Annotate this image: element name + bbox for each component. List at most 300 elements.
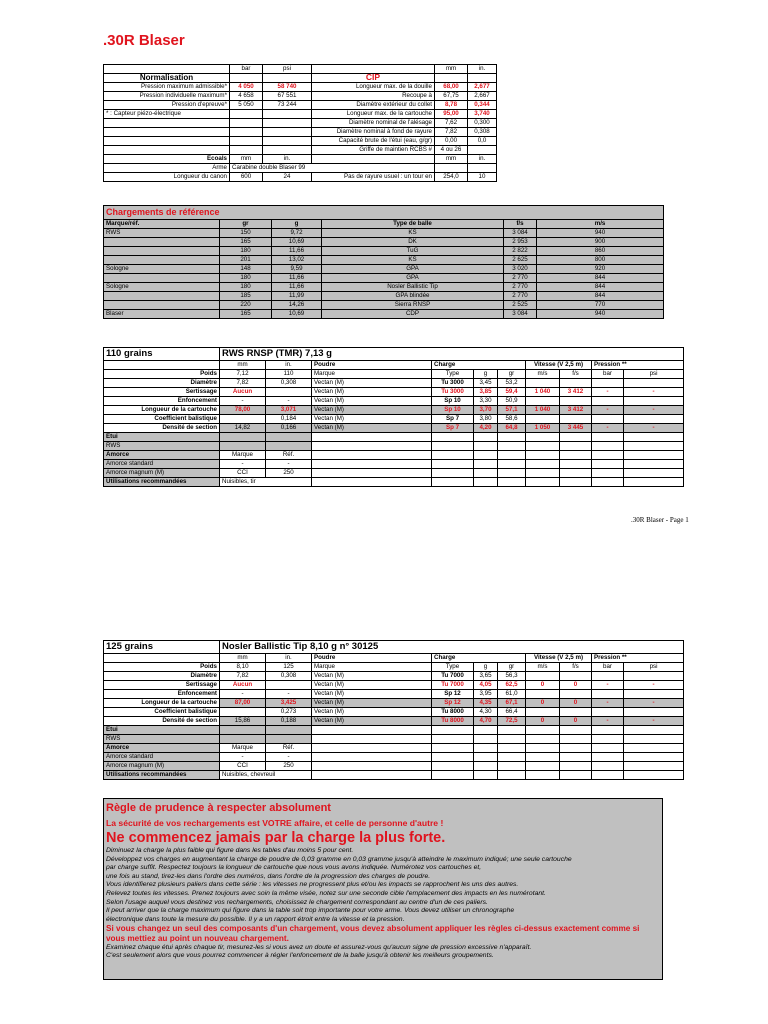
safety-paragraph-line: Examinez chaque étui après chaque tir, mesurez-les si vous avez un doute et assurez-vous qu'aucun signe de pression excessive n'apparaît. [106,943,532,951]
table-cell: psi [624,663,684,672]
table-cell [266,681,312,690]
table-cell: Etui [104,433,220,442]
table-cell: 53,2 [498,379,526,388]
reference-loads-heading: Chargements de référence [104,206,664,220]
table-cell: - [220,690,266,699]
table-cell: 5 050 [230,101,263,110]
table-cell [432,478,474,487]
table-cell [474,753,498,762]
table-cell: Amorce standard [104,753,220,762]
table-cell: 7,12 [220,370,266,379]
table-cell [624,672,684,681]
table-cell: Diamètre extérieur du collet [312,101,435,110]
table-cell: g [474,663,498,672]
table-cell [220,735,266,744]
table-cell [432,433,474,442]
table-cell: - [624,424,684,433]
table-cell [220,415,266,424]
table-cell: - [220,460,266,469]
table-row [104,238,664,247]
table-cell [432,451,474,460]
table-cell [498,478,526,487]
table-cell [592,762,624,771]
table-cell [432,735,474,744]
table-cell: 250 [266,762,312,771]
table-cell: Marque [312,663,432,672]
table-cell [474,478,498,487]
table-cell: Densité de section [104,717,220,726]
table-cell [230,146,263,155]
table-cell [560,442,592,451]
table-cell: Diamètre nominal de l'alésage [312,119,435,128]
table-row [104,164,497,173]
table-cell: 15,86 [220,717,266,726]
table-cell: * : Capteur piézo-électrique [104,110,230,119]
safety-paragraph-line: Selon l'usage auquel vous destinez vos rechargements, choisissez le chargement correspondant au centre d'un de ces paliers. [106,898,488,906]
table-cell: Réf. [266,451,312,460]
table-cell: 95,00 [435,110,468,119]
grains-label: 110 grains [104,348,220,361]
table-row [104,348,684,361]
table-cell [624,379,684,388]
table-cell: - [592,424,624,433]
table-cell [526,442,560,451]
table-cell [220,442,266,451]
table-cell: mm [230,155,263,164]
table-cell: Pas de rayure usuel : un tour en [312,173,435,182]
table-cell [624,478,684,487]
table-cell [498,442,526,451]
table-cell: 4,05 [474,681,498,690]
table-cell: 59,4 [498,388,526,397]
cip-heading: CIP [312,74,435,83]
table-cell: CCI [220,762,266,771]
table-cell [592,379,624,388]
table-cell: 844 [537,283,664,292]
table-cell: Nuisibles, chevreuil [220,771,312,780]
table-cell: 7,82 [220,379,266,388]
table-cell: 0 [526,699,560,708]
safety-paragraphs-2 [106,944,660,961]
table-cell: Tu 7000 [432,672,474,681]
table-cell [104,238,220,247]
table-cell: Sologne [104,265,220,274]
table-cell [266,735,312,744]
table-cell: 10,69 [272,238,322,247]
safety-paragraph-line: par charge suffit. Respectez toujours la longueur de cartouche que nous vous avons indiquée. Numérotez vos cartouches et, [106,864,482,872]
table-cell: 0,308 [266,379,312,388]
table-cell: 180 [220,247,272,256]
table-cell: - [266,690,312,699]
table-cell: 4,30 [474,708,498,717]
table-cell [104,256,220,265]
table-cell [560,478,592,487]
table-cell: mm [220,654,266,663]
table-cell: Vectan (M) [312,388,432,397]
table-row [104,397,684,406]
table-cell: Marque [220,744,266,753]
table-cell: Amorce [104,451,220,460]
table-cell [263,74,312,83]
table-row [104,442,684,451]
table-cell [592,451,624,460]
table-cell: 4 050 [230,83,263,92]
table-cell [432,460,474,469]
table-row [104,128,497,137]
table-cell [474,469,498,478]
table-cell: Amorce magnum (M) [104,762,220,771]
table-cell: 64,8 [498,424,526,433]
table-cell: Amorce magnum (M) [104,469,220,478]
table-cell [560,726,592,735]
table-cell [526,690,560,699]
table-cell: 600 [230,173,263,182]
table-cell: 0 [560,699,592,708]
table-row [104,146,497,155]
table-cell [435,164,468,173]
table-cell [624,771,684,780]
table-cell [312,478,432,487]
table-cell [230,128,263,137]
table-cell: Vectan (M) [312,406,432,415]
table-cell [312,753,432,762]
table-cell: 2 770 [504,274,537,283]
table-cell [560,672,592,681]
table-cell [592,433,624,442]
table-cell: Sertissage [104,388,220,397]
table-cell [230,137,263,146]
table-cell: RWS [104,442,220,451]
table-cell [526,379,560,388]
table-cell: 165 [220,310,272,319]
table-cell: 11,66 [272,274,322,283]
table-cell [526,753,560,762]
table-cell: Densité de section [104,424,220,433]
table-cell: 2 822 [504,247,537,256]
table-cell: - [624,388,684,397]
table-row [104,137,497,146]
table-cell: 11,66 [272,247,322,256]
table-cell [104,274,220,283]
table-cell: 1 040 [526,406,560,415]
table-cell: Sertissage [104,681,220,690]
table-cell [498,771,526,780]
table-cell: - [592,699,624,708]
table-cell [526,460,560,469]
table-cell: Type [432,370,474,379]
table-cell: Poudre [312,654,432,663]
table-cell [526,415,560,424]
table-cell: 10,69 [272,310,322,319]
table-cell: 9,72 [272,229,322,238]
table-row [104,65,497,74]
table-cell: Vectan (M) [312,415,432,424]
table-cell: DK [322,238,504,247]
table-cell: Longueur max. de la cartouche [312,110,435,119]
table-cell: Diamètre [104,379,220,388]
table-cell: 67,1 [498,699,526,708]
table-cell: Poids [104,370,220,379]
table-cell: 250 [266,469,312,478]
table-cell [498,451,526,460]
table-cell: 67,75 [435,92,468,101]
table-cell [312,771,432,780]
table-cell: 10 [468,173,497,182]
table-cell [624,735,684,744]
table-cell: - [624,406,684,415]
table-cell: Ecoals [104,155,230,164]
safety-paragraph-line: Diminuez la charge la plus faible qui figure dans les tables d'au moins 5 pour cent. [106,847,354,854]
table-cell [498,762,526,771]
table-row [104,415,684,424]
table-cell [526,762,560,771]
table-cell: 860 [537,247,664,256]
table-cell [526,735,560,744]
table-cell: 2 525 [504,301,537,310]
table-cell: in. [266,654,312,663]
table-cell [526,771,560,780]
table-cell: - [266,397,312,406]
normalisation-heading: Normalisation [104,74,230,83]
table-cell [592,735,624,744]
bullet-name: Nosler Ballistic Tip 8,10 g n° 30125 [220,641,684,654]
table-cell [474,726,498,735]
table-cell: 220 [220,301,272,310]
table-cell: - [624,717,684,726]
table-cell: - [624,699,684,708]
table-cell: - [266,753,312,762]
table-cell: 11,99 [272,292,322,301]
safety-paragraph-line: Vous identifierez plusieurs paliers dans cette série : les vitesses ne progressent plus et/ou les impacts se rapprochent les uns des autres. [106,881,519,889]
table-cell: Tu 3000 [432,388,474,397]
table-cell: Vectan (M) [312,708,432,717]
table-cell [432,469,474,478]
table-cell [474,744,498,753]
table-cell: 7,82 [220,672,266,681]
table-cell: - [592,406,624,415]
table-cell: Tu 7000 [432,681,474,690]
table-cell [104,119,230,128]
table-cell [432,442,474,451]
table-cell: GPA [322,274,504,283]
normalisation-table [103,64,497,182]
table-cell: Vitesse (V 2,5 m) [526,361,592,370]
table-cell: 8,78 [435,101,468,110]
table-cell [104,128,230,137]
table-cell [474,735,498,744]
table-cell: 8,10 [220,663,266,672]
table-cell [560,397,592,406]
table-cell [104,247,220,256]
table-cell: 3 084 [504,310,537,319]
table-cell [624,469,684,478]
table-cell: Diamètre [104,672,220,681]
table-cell: in. [468,65,497,74]
table-row [104,708,684,717]
page-title: .30R Blaser [103,32,185,49]
safety-paragraph-line: Développez vos charges en augmentant la charge de poudre de 0,03 gramme en 0,03 gramme jusqu'à atteindre le maximum indiqué; une seule cartouche [106,855,572,863]
table-cell [498,460,526,469]
table-cell [474,442,498,451]
table-cell: 14,26 [272,301,322,310]
table-cell: bar [592,663,624,672]
table-cell [312,65,435,74]
table-cell: psi [624,370,684,379]
table-row [104,119,497,128]
table-cell: 844 [537,274,664,283]
table-cell [560,460,592,469]
table-cell: 844 [537,292,664,301]
table-cell: Enfoncement [104,690,220,699]
table-cell [592,442,624,451]
table-cell: mm [435,155,468,164]
table-cell [432,771,474,780]
table-cell: Marque [312,370,432,379]
table-cell: 3,70 [474,406,498,415]
table-cell: Vectan (M) [312,424,432,433]
table-cell [263,128,312,137]
table-cell [432,726,474,735]
table-cell: 3,80 [474,415,498,424]
table-cell [526,451,560,460]
table-cell: 3 084 [504,229,537,238]
table-cell: Pression ** [592,654,684,663]
table-cell: 66,4 [498,708,526,717]
table-cell: m/s [537,220,664,229]
table-cell: 2 770 [504,292,537,301]
table-row [104,663,684,672]
table-row [104,220,664,229]
table-row [104,247,664,256]
table-cell: Sp 12 [432,699,474,708]
table-cell: - [592,681,624,690]
table-cell: Tu 8000 [432,708,474,717]
table-cell: 940 [537,229,664,238]
table-cell [624,433,684,442]
table-cell [104,146,230,155]
table-cell: RWS [104,229,220,238]
table-cell: Nuisibles, tir [220,478,312,487]
table-cell: - [220,753,266,762]
table-cell [526,672,560,681]
table-cell: Vectan (M) [312,379,432,388]
table-cell: 0,308 [468,128,497,137]
table-row [104,155,497,164]
table-cell [474,451,498,460]
table-cell: 0,00 [435,137,468,146]
table-cell: f/s [560,663,592,672]
table-cell [104,654,220,663]
table-cell: 0,308 [266,672,312,681]
table-row [104,283,664,292]
table-cell [312,762,432,771]
table-cell: 3,30 [474,397,498,406]
table-cell: 940 [537,310,664,319]
table-cell: f/s [560,370,592,379]
table-cell [592,771,624,780]
table-cell: Capacité brute de l'étui (eau, g/gr) [312,137,435,146]
table-cell: 125 [266,663,312,672]
table-row [104,424,684,433]
table-cell: 87,00 [220,699,266,708]
table-cell: Charge [432,654,526,663]
table-cell: GPA blindée [322,292,504,301]
table-row [104,762,684,771]
table-cell [560,753,592,762]
safety-subheading: La sécurité de vos rechargements est VOTRE affaire, et celle de personne d'autre ! [106,818,444,828]
table-cell: Longueur de la cartouche [104,406,220,415]
table-cell: 3,45 [474,379,498,388]
table-cell: RWS [104,735,220,744]
table-cell [263,137,312,146]
table-cell [592,690,624,699]
table-cell [560,379,592,388]
table-cell: bar [230,65,263,74]
table-cell: gr [498,370,526,379]
table-cell [624,442,684,451]
table-cell [560,735,592,744]
table-cell [432,753,474,762]
table-cell: 0,184 [266,415,312,424]
table-cell: Amorce [104,744,220,753]
table-cell [266,388,312,397]
table-cell: 14,82 [220,424,266,433]
table-cell: 3,740 [468,110,497,119]
table-row [104,699,684,708]
table-cell: 58,6 [498,415,526,424]
table-row [104,654,684,663]
table-cell [263,119,312,128]
table-cell [104,361,220,370]
table-cell: 800 [537,256,664,265]
table-row [104,361,684,370]
table-cell: Poudre [312,361,432,370]
table-cell [435,74,468,83]
table-cell [592,753,624,762]
table-row [104,478,684,487]
table-cell [624,726,684,735]
table-cell: in. [468,155,497,164]
table-cell [312,735,432,744]
table-cell [592,708,624,717]
table-cell: Diamètre nominal à fond de rayure [312,128,435,137]
table-cell: Coefficient balistique [104,708,220,717]
table-cell [624,690,684,699]
table-cell: Coefficient balistique [104,415,220,424]
table-cell: 2 625 [504,256,537,265]
safety-heading: Règle de prudence à respecter absolument [106,802,331,814]
table-cell: 9,59 [272,265,322,274]
table-cell [266,442,312,451]
table-row [104,379,684,388]
table-row [104,173,497,182]
table-cell: CCI [220,469,266,478]
table-cell [432,744,474,753]
table-cell: Sp 7 [432,415,474,424]
table-cell [312,469,432,478]
table-row [104,292,664,301]
table-cell [624,762,684,771]
grains-label: 125 grains [104,641,220,654]
table-cell: 770 [537,301,664,310]
table-cell [592,397,624,406]
table-cell: mm [220,361,266,370]
table-cell: Vectan (M) [312,397,432,406]
table-cell: Vectan (M) [312,717,432,726]
table-cell [560,744,592,753]
table-cell: Vectan (M) [312,699,432,708]
table-cell: 24 [263,173,312,182]
